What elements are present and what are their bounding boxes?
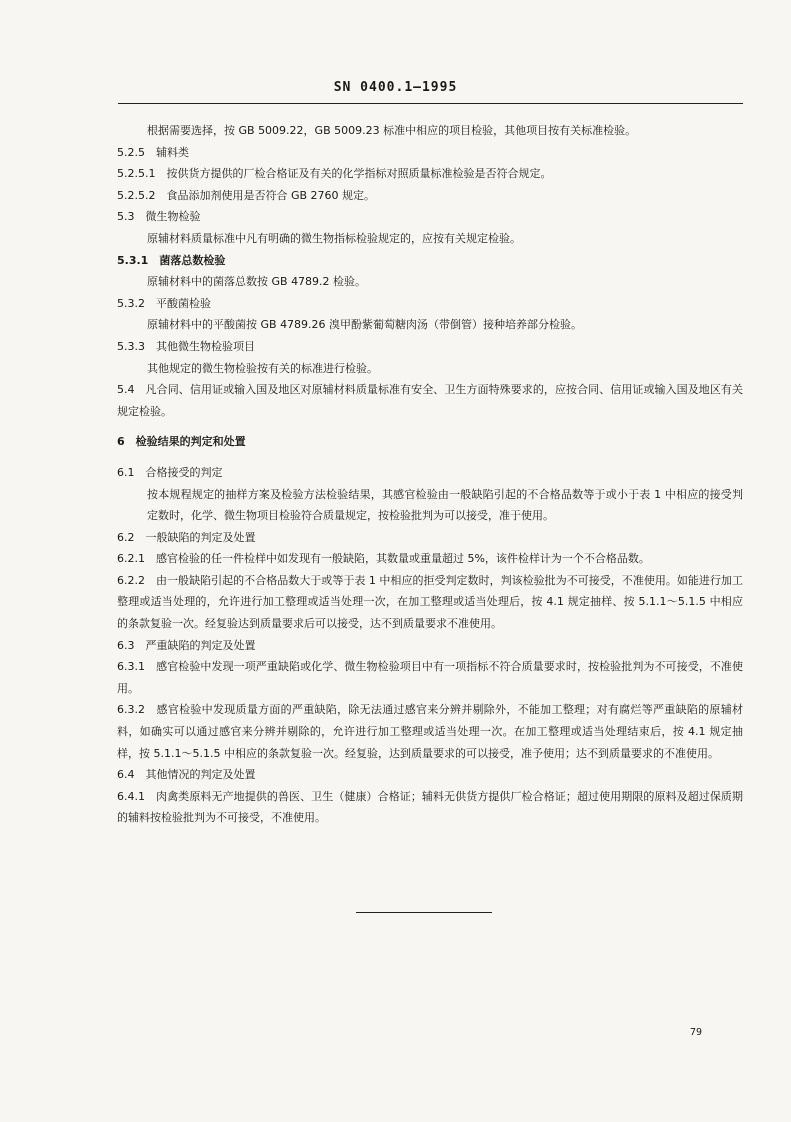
clause: 6.2.2 由一般缺陷引起的不合格品数大于或等于表 1 中相应的拒受判定数时，判该检验批为不可接受，不准使用。如能进行加工整理或适当处理的，允许进行加工整理或适当处理一次，在加工整理或适当处理后，按 4.1 规定抽样、按 5.1.1～5.1.5 中相应的条款复验一次。经复验达到质量要求后可以接受，达不到质量要求不准使用。 [117,573,743,631]
end-rule [356,912,492,913]
paragraph: 原辅材料质量标准中凡有明确的微生物指标检验规定的，应按有关规定检验。 [147,231,521,245]
section-heading: 5.3.3 其他微生物检验项目 [117,339,255,353]
section-heading: 5.2.5 辅料类 [117,145,189,159]
paragraph: 原辅材料中的菌落总数按 GB 4789.2 检验。 [147,275,367,289]
section-heading: 6.3 严重缺陷的判定及处置 [117,638,256,652]
section-heading: 6.2 一般缺陷的判定及处置 [117,530,256,544]
section-heading: 6.4 其他情况的判定及处置 [117,768,256,782]
header-rule [118,103,743,104]
section-heading: 5.3 微生物检验 [117,210,201,224]
paragraph: 原辅材料中的平酸菌按 GB 4789.26 溴甲酚紫葡萄糖肉汤（带倒管）接种培养部分检验。 [147,318,583,332]
document-body [117,120,743,829]
paragraph: 根据需要选择，按 GB 5009.22，GB 5009.23 标准中相应的项目检验，其他项目按有关标准检验。 [147,124,637,137]
section-heading: 5.3.1 菌落总数检验 [117,253,226,267]
chapter-heading: 6 检验结果的判定和处置 [117,435,246,449]
clause: 6.2.1 感官检验的任一件检样中如发现有一般缺陷，其数量或重量超过 5%，该件检样计为一个不合格品数。 [117,552,650,566]
paragraph: 其他规定的微生物检验按有关的标准进行检验。 [147,361,378,375]
clause: 6.4.1 肉禽类原料无产地提供的兽医、卫生（健康）合格证；辅料无供货方提供厂检合格证；超过使用期限的原料及超过保质期的辅料按检验批判为不可接受，不准使用。 [117,789,743,825]
paragraph: 按本规程规定的抽样方案及检验方法检验结果，其感官检验由一般缺陷引起的不合格品数等于或小于表 1 中相应的接受判定数时，化学、微生物项目检验符合质量规定，按检验批判为可以接受，准于使用。 [147,487,743,523]
document-id: SN 0400.1—1995 [333,80,458,95]
clause: 6.3.1 感官检验中发现一项严重缺陷或化学、微生物检验项目中有一项指标不符合质量要求时，按检验批判为不可接受，不准使用。 [117,660,743,695]
clause: 5.2.5.2 食品添加剂使用是否符合 GB 2760 规定。 [117,188,376,202]
clause: 6.3.2 感官检验中发现质量方面的严重缺陷，除无法通过感官来分辨并剔除外，不能加工整理；对有腐烂等严重缺陷的原辅材料，如确实可以通过感官来分辨并剔除的，允许进行加工整理或适当处理一次。在加工整理或适当处理结束后，按 4.1 规定抽样，按 5.1.1～5.1.5 中相应的条款复验一次。经复验，达到质量要求的可以接受，准予使用；达不到质量要求的不准使用。 [117,703,743,760]
section-heading: 5.3.2 平酸菌检验 [117,296,211,310]
page-number: 79 [690,1027,703,1038]
clause: 5.4 凡合同、信用证或输入国及地区对原辅材料质量标准有安全、卫生方面特殊要求的，应按合同、信用证或输入国及地区有关规定检验。 [117,383,743,418]
clause: 5.2.5.1 按供货方提供的厂检合格证及有关的化学指标对照质量标准检验是否符合规定。 [117,167,552,181]
section-heading: 6.1 合格接受的判定 [117,465,223,479]
